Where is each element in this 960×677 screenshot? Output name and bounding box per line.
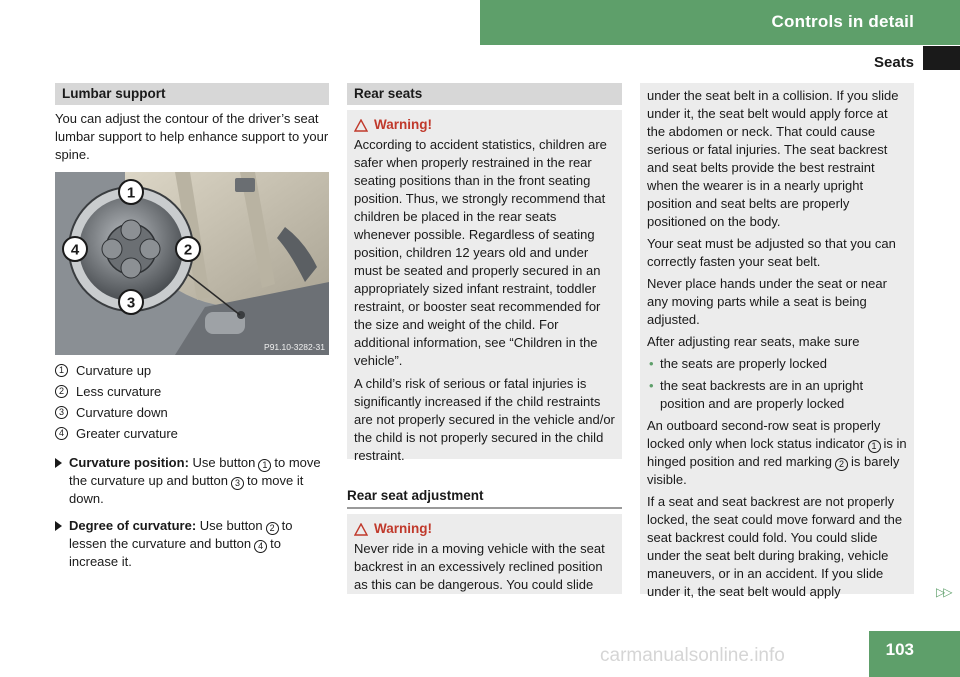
step-label: Curvature position: (69, 455, 193, 470)
lumbar-steps (55, 454, 329, 580)
lumbar-control-photo (55, 172, 329, 355)
legend-number: 2 (55, 385, 68, 398)
legend-number: 1 (55, 364, 68, 377)
ref-number: 2 (835, 458, 848, 471)
lumbar-intro-text: You can adjust the contour of the driver’s seat lumbar support to help enhance support to your spine. (55, 111, 329, 162)
warning-text: If a seat and seat backrest are not properly locked, the seat could move forward and the seat backrest could fold. You could slide under the seat belt during braking, vehicle maneuvers, or in an accident. If you slide under it, the seat belt would apply (647, 494, 903, 599)
callout-4 (63, 237, 87, 261)
ref-number: 4 (254, 540, 267, 553)
legend-label: Greater curvature (76, 426, 178, 441)
section-title: Controls in detail (771, 12, 914, 31)
warning-text: is barely visible. (647, 454, 900, 487)
step-degree-of-curvature (55, 517, 329, 571)
image-code: P91.10-3282-31 (264, 342, 325, 352)
legend-item (55, 402, 329, 423)
warning-label: Warning! (374, 117, 432, 132)
step-curvature-position (55, 454, 329, 508)
bullet-text: the seats are properly locked (660, 356, 827, 371)
warning-triangle-icon (354, 523, 368, 536)
warning-text: An outboard second-row seat is properly locked only when lock status indicator (647, 418, 881, 451)
step-arrow-icon (55, 458, 62, 468)
step-text: Use button (192, 455, 256, 470)
ref-number: 3 (231, 477, 244, 490)
legend-item (55, 423, 329, 444)
step-text: to increase it. (69, 536, 281, 569)
lumbar-heading: Lumbar support (55, 83, 329, 105)
warning-text: A child’s risk of serious or fatal injuries is significantly increased if the child restraints are not properly secured in the vehicle and/or the child is not properly secured in the child restraint. (354, 376, 615, 463)
step-text: to move it down. (69, 473, 304, 506)
bullet-icon: • (649, 378, 654, 393)
thumb-tab (923, 46, 960, 70)
warning-text: Never ride in a moving vehicle with the seat backrest in an excessively reclined position as this can be dangerous. You could slide (354, 541, 605, 592)
warning-text: After adjusting rear seats, make sure (647, 334, 860, 349)
step-text: to lessen the curvature and button (69, 518, 293, 551)
warning-header (354, 520, 616, 538)
step-text: to move the curvature up and button (69, 455, 321, 488)
svg-text:4: 4 (70, 241, 80, 259)
svg-text:3: 3 (126, 294, 136, 312)
lumbar-legend (55, 360, 329, 444)
subsection-title: Seats (873, 54, 914, 71)
bullet-text: the seat backrests are in an upright position and are properly locked (660, 378, 864, 411)
rear-seat-adjustment-heading: Rear seat adjustment (347, 488, 622, 509)
ref-number: 1 (868, 440, 881, 453)
legend-number: 3 (55, 406, 68, 419)
legend-label: Curvature down (76, 405, 168, 420)
bullet-item (647, 377, 908, 413)
warning-text: is in hinged position and red marking (647, 436, 907, 469)
callout-2 (176, 237, 200, 261)
legend-item (55, 360, 329, 381)
step-text: Use button (199, 518, 263, 533)
legend-label: Curvature up (76, 363, 152, 378)
warning-box-children (347, 110, 622, 463)
rear-seats-heading: Rear seats (347, 83, 622, 105)
lumbar-intro (55, 110, 329, 164)
bullet-icon: • (649, 356, 654, 371)
callout-3 (119, 290, 143, 314)
warning-label: Warning! (374, 521, 432, 536)
bullet-item (647, 355, 908, 373)
warning-box-recline (347, 514, 622, 594)
warning-header (354, 116, 616, 134)
svg-text:2: 2 (183, 241, 193, 259)
ref-number: 1 (258, 459, 271, 472)
warning-text: According to accident statistics, children are safer when properly restrained in the rear seating positions than in the front seating position. Thus, we strongly recommend that children be placed in the rear seats whenever possible. Regardless of seating position, children 12 years old and under must be seated and properly secured in an appropriately sized infant restraint, toddler restraint, or booster seat recommended for the size and weight of the child. For additional information, see “Children in the vehicle”. (354, 137, 607, 368)
warning-text: Never place hands under the seat or near any moving parts while a seat is being adjusted. (647, 276, 887, 327)
callout-1 (119, 180, 143, 204)
step-label: Degree of curvature: (69, 518, 200, 533)
svg-text:1: 1 (126, 184, 136, 202)
warning-box-continued (640, 83, 914, 599)
continue-arrows-icon: ▷▷ (936, 585, 951, 599)
warning-triangle-icon (354, 119, 368, 132)
legend-item (55, 381, 329, 402)
page-number: 103 (869, 631, 960, 677)
legend-label: Less curvature (76, 384, 162, 399)
step-arrow-icon (55, 521, 62, 531)
warning-text: under the seat belt in a collision. If you slide under it, the seat belt would apply force at the abdomen or neck. That could cause serious or fatal injuries. The seat backrest and seat belts provide the best restraint when the wearer is in a nearly upright position and seat belts are properly positioned on the body. (647, 88, 899, 229)
callout-badges (55, 172, 329, 355)
warning-text: Your seat must be adjusted so that you can correctly fasten your seat belt. (647, 236, 896, 269)
watermark: carmanualsonline.info (600, 645, 785, 666)
legend-number: 4 (55, 427, 68, 440)
ref-number: 2 (266, 522, 279, 535)
lock-indicator-text (647, 417, 908, 489)
